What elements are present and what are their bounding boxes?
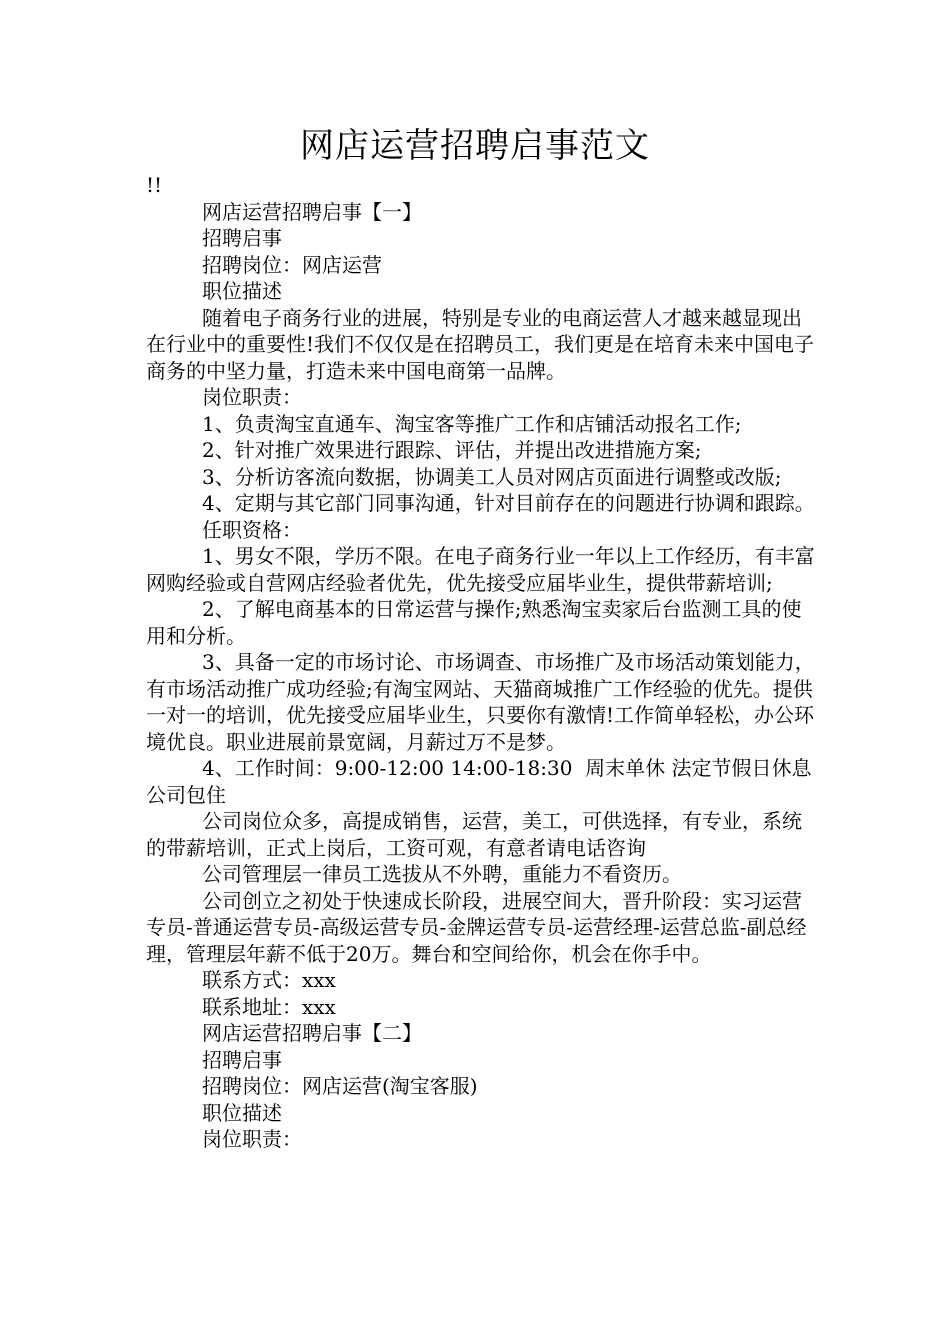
paragraph: 职位描述 [202,1100,282,1125]
paragraph: 公司岗位众多，高提成销售，运营，美工，可供选择，有专业，系统的带薪培训，正式上岗后，工资可观，有意者请电话咨询 [146,809,802,860]
page-marker: !! [146,173,163,197]
paragraph: 1、男女不限，学历不限。在电子商务行业一年以上工作经历，有丰富网购经验或自营网店经验者优先，优先接受应届毕业生，提供带薪培训; [146,544,815,595]
paragraph: 网店运营招聘启事【一】 [202,199,422,224]
paragraph: 招聘岗位：网店运营(淘宝客服) [202,1074,478,1098]
paragraph: 招聘启事 [202,226,282,250]
paragraph: 招聘岗位：网店运营 [202,252,382,277]
paragraph: 2、了解电商基本的日常运营与操作;熟悉淘宝卖家后台监测工具的使用和分析。 [146,597,802,648]
document-body [146,172,816,1153]
paragraph: 公司管理层一律员工选拔从不外聘，重能力不看资历。 [202,862,682,886]
paragraph: 岗位职责： [202,1127,302,1151]
paragraph: 4、工作时间：9:00-12:00 14:00-18:30 周末单休 法定节假日休息公司包住 [146,756,812,807]
paragraph: 网店运营招聘启事【二】 [202,1021,422,1045]
document-title: 网店运营招聘启事范文 [300,126,650,166]
paragraph: 职位描述 [202,279,282,303]
paragraph: 公司创立之初处于快速成长阶段，进展空间大，晋升阶段：实习运营专员-普通运营专员-高级运营专员-金牌运营专员-运营经理-运营总监-副总经理，管理层年薪不低于20万。舞台和空间给你，机会在你手中。 [146,888,807,966]
paragraph: 任职资格： [202,517,302,542]
paragraph: 随着电子商务行业的进展，特别是专业的电商运营人才越来越显现出在行业中的重要性!我们不仅仅是在招聘员工，我们更是在培育未来中国电子商务的中坚力量，打造未来中国电商第一品牌。 [146,305,815,383]
paragraph: 4、定期与其它部门同事沟通，针对目前存在的问题进行协调和跟踪。 [202,491,815,515]
paragraph: 3、具备一定的市场讨论、市场调查、市场推广及市场活动策划能力，有市场活动推广成功经验;有淘宝网站、天猫商城推广工作经验的优先。提供一对一的培训，优先接受应届毕业生，只要你有激情!工作简单轻松，办公环境优良。职业进展前景宽阔，月薪过万不是梦。 [146,650,815,754]
paragraph: 岗位职责： [202,385,302,409]
paragraph: 3、分析访客流向数据，协调美工人员对网店页面进行调整或改版; [202,464,782,489]
paragraph-list [146,199,816,1153]
paragraph: 联系方式：xxx [202,968,336,992]
paragraph: 联系地址：xxx [202,994,336,1019]
paragraph: 1、负责淘宝直通车、淘宝客等推广工作和店铺活动报名工作; [202,411,742,436]
paragraph: 招聘启事 [202,1047,282,1072]
paragraph: 2、针对推广效果进行跟踪、评估，并提出改进措施方案; [202,438,702,462]
